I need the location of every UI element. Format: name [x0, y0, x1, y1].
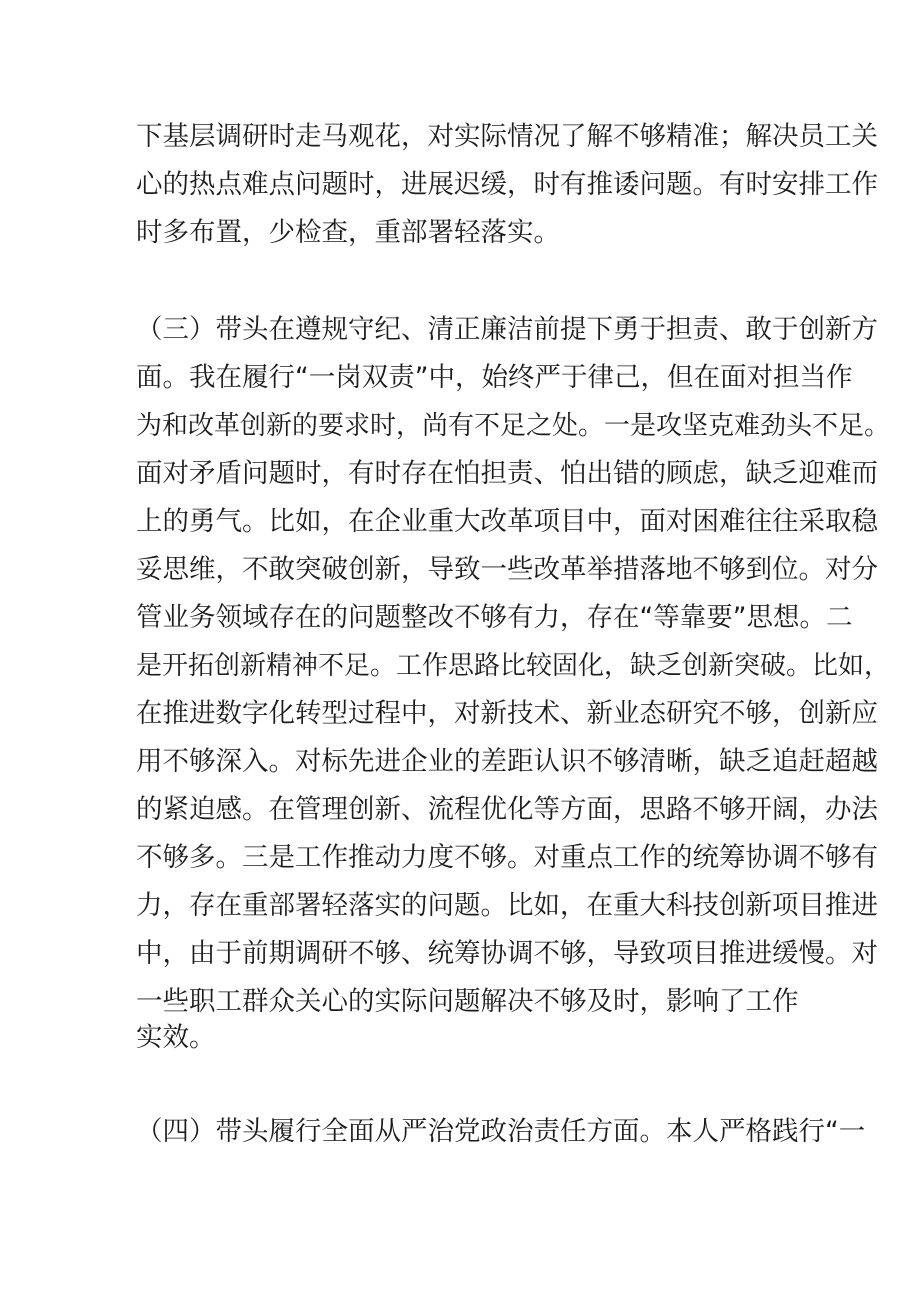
- paragraph-2-line-7: 管业务领域存在的问题整改不够有力，存在“等靠要”思想。二: [136, 602, 853, 633]
- paragraph-2-line-8: 是开拓创新精神不足。工作思路比较固化，缺乏创新突破。比如，: [136, 651, 891, 681]
- paragraph-3-line-1: （四）带头履行全面从严治党政治责任方面。本人严格践行“一: [136, 1116, 866, 1147]
- paragraph-1-line-1: 下基层调研时走马观花，对实际情况了解不够精准；解决员工关: [136, 121, 878, 152]
- paragraph-2-line-13: 力，存在重部署轻落实的问题。比如，在重大科技创新项目推进: [136, 890, 878, 921]
- paragraph-2-line-10: 用不够深入。对标先进企业的差距认识不够清晰，缺乏追赶超越: [136, 746, 878, 777]
- paragraph-2-line-5: 上的勇气。比如，在企业重大改革项目中，面对困难往往采取稳: [136, 506, 878, 537]
- paragraph-2-line-14: 中，由于前期调研不够、统筹协调不够，导致项目推进缓慢。对: [136, 938, 878, 969]
- paragraph-1-line-2: 心的热点难点问题时，进展迟缓，时有推诿问题。有时安排工作: [136, 169, 878, 200]
- paragraph-2-line-1: （三）带头在遵规守纪、清正廉洁前提下勇于担责、敢于创新方: [136, 314, 878, 345]
- paragraph-2-line-15: 一些职工群众关心的实际问题解决不够及时，影响了工作: [136, 986, 799, 1017]
- paragraph-2-line-12: 不够多。三是工作推动力度不够。对重点工作的统筹协调不够有: [136, 842, 878, 873]
- paragraph-2-line-4: 面对矛盾问题时，有时存在怕担责、怕出错的顾虑，缺乏迎难而: [136, 458, 878, 489]
- paragraph-2-line-11: 的紧迫感。在管理创新、流程优化等方面，思路不够开阔，办法: [136, 794, 878, 825]
- paragraph-2-line-9: 在推进数字化转型过程中，对新技术、新业态研究不够，创新应: [136, 698, 878, 729]
- paragraph-1-line-3: 时多布置，少检查，重部署轻落实。: [136, 217, 560, 248]
- paragraph-2-line-6: 妥思维，不敢突破创新，导致一些改革举措落地不够到位。对分: [136, 554, 878, 585]
- paragraph-2-line-2: 面。我在履行“一岗双责”中，始终严于律己，但在面对担当作: [136, 362, 853, 393]
- paragraph-2-line-16: 实效。: [136, 1022, 216, 1053]
- paragraph-2-line-3: 为和改革创新的要求时，尚有不足之处。一是攻坚克难劲头不足。: [136, 411, 891, 441]
